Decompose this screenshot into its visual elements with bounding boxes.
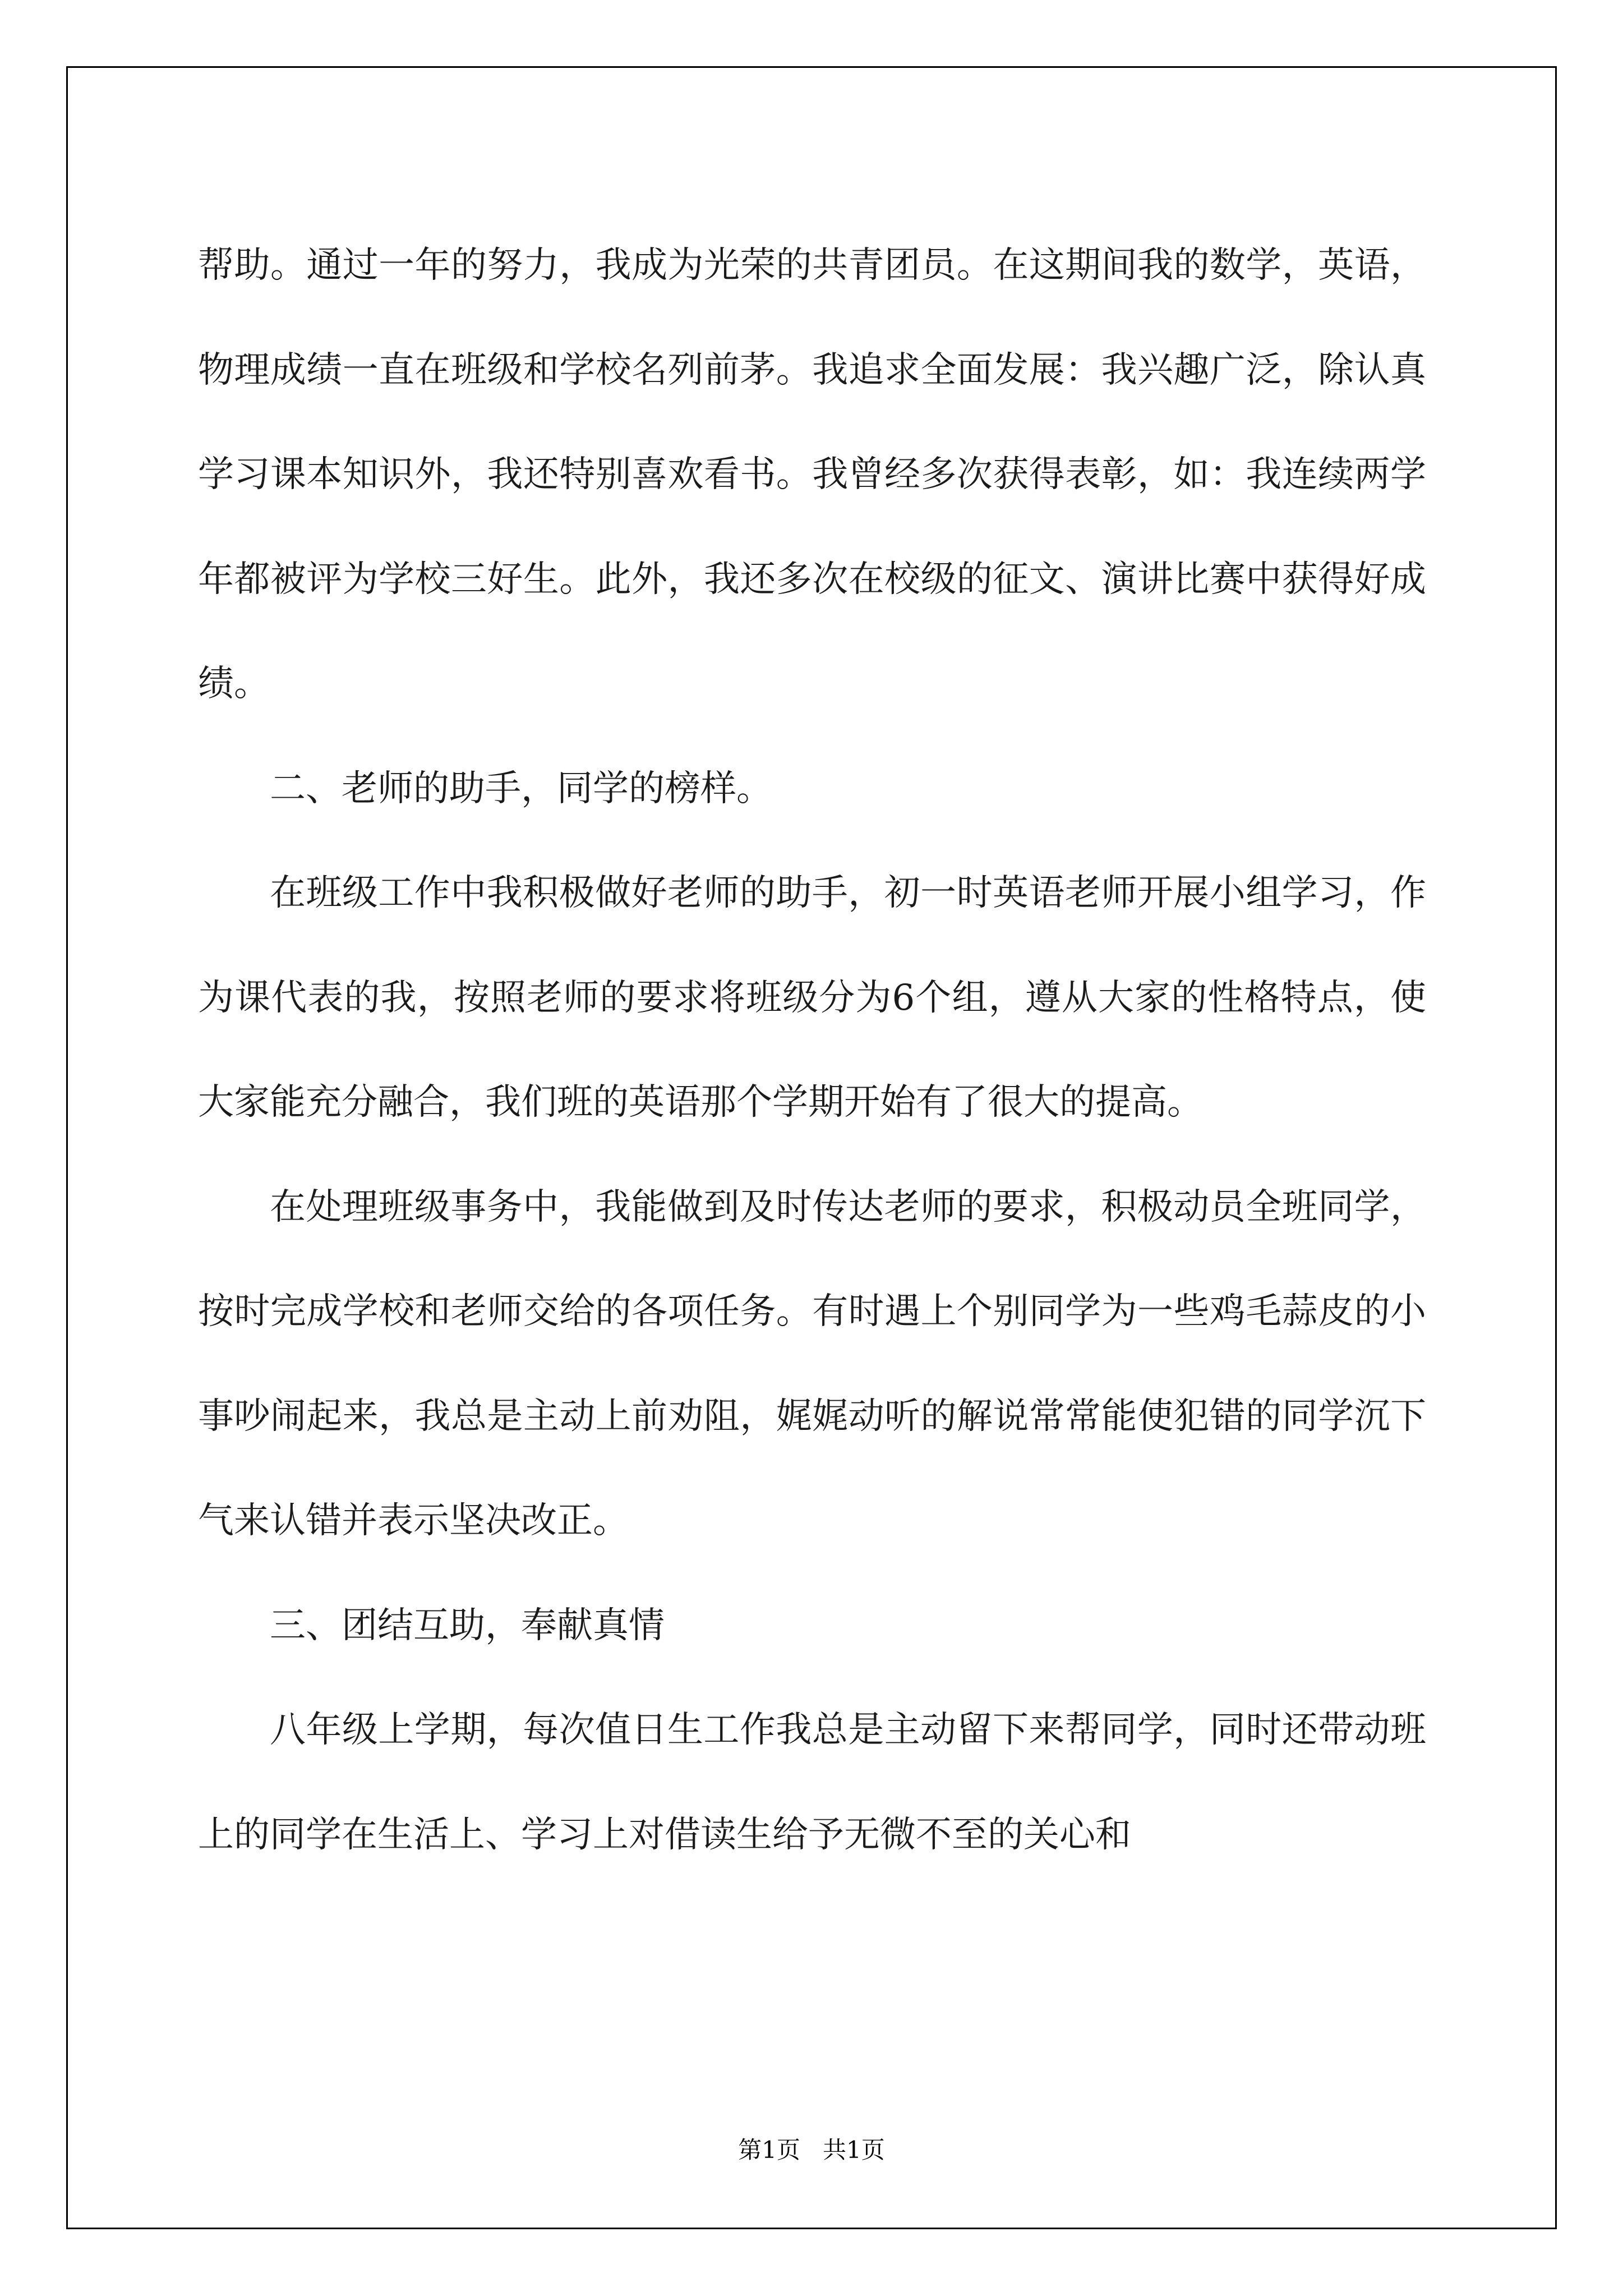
- section-heading-3: 三、团结互助，奉献真情: [270, 1604, 665, 1646]
- paragraph-6: 八年级上学期，每次值日生工作我总是主动留下来帮同学，同时还带动班上的同学在生活上、学习上对借读生给予无微不至的关心和: [198, 1709, 1426, 1856]
- page-footer: [0, 2132, 1623, 2165]
- section-heading-2: 二、老师的助手，同学的榜样。: [270, 767, 772, 809]
- paragraph-4: 在处理班级事务中，我能做到及时传达老师的要求，积极动员全班同学，按时完成学校和老师交给的各项任务。有时遇上个别同学为一些鸡毛蒜皮的小事吵闹起来，我总是主动上前劝阻，娓娓动听的解说常常能使犯错的同学沉下气来认错并表示坚决改正。: [198, 1186, 1426, 1542]
- paragraph-3: 在班级工作中我积极做好老师的助手，初一时英语老师开展小组学习，作为课代表的我，按照老师的要求将班级分为6个组，遵从大家的性格特点，使大家能充分融合，我们班的英语那个学期开始有了很大的提高。: [198, 872, 1426, 1123]
- paragraph-1: 帮助。通过一年的努力，我成为光荣的共青团员。在这期间我的数学，英语，物理成绩一直在班级和学校名列前茅。我追求全面发展：我兴趣广泛，除认真学习课本知识外，我还特别喜欢看书。我曾经多次获得表彰，如：我连续两学年都被评为学校三好生。此外，我还多次在校级的征文、演讲比赛中获得好成绩。: [198, 245, 1426, 705]
- page-total: 共1页: [823, 2136, 885, 2164]
- page-number: 第1页: [738, 2136, 800, 2164]
- document-body: [198, 213, 1426, 1887]
